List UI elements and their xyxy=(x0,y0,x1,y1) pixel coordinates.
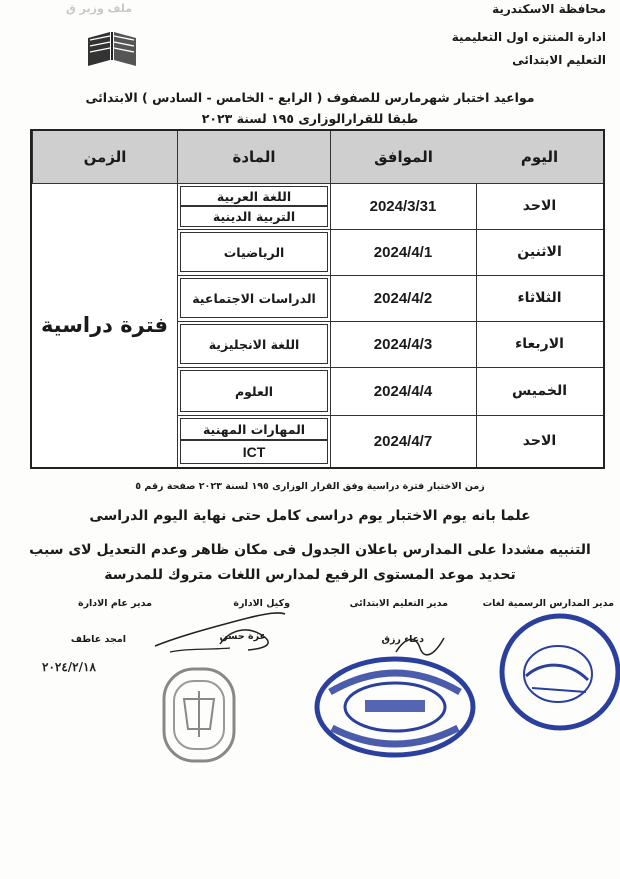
subject-box: ICT xyxy=(180,440,328,464)
book-logo-icon xyxy=(84,26,140,70)
date-cell: 2024/3/31 xyxy=(369,197,437,215)
signature-name: امجد عاطف xyxy=(70,634,126,645)
header-date: الموافق xyxy=(330,131,476,183)
language-schools-note: تحديد موعد المستوى الرفيع لمدارس اللغات متروك للمدرسة xyxy=(104,567,516,583)
exam-duration-note: زمن الاختبار فترة دراسية وفق القرار الوزارى ١٩٥ لسنة ٢٠٢٣ صفحة رقم ٥ xyxy=(135,481,485,492)
date-cell: 2024/4/7 xyxy=(373,432,433,450)
handwritten-date: ٢٠٢٤/٢/١٨ xyxy=(42,660,96,674)
date-cell: 2024/4/2 xyxy=(373,289,433,307)
signature-title: مدير عام الادارة xyxy=(77,598,152,609)
schedule-title: مواعيد اختبار شهرمارس للصفوف ( الرابع - الخامس - السادس ) الابتدائى xyxy=(85,90,535,105)
subject-box: العلوم xyxy=(180,370,328,412)
subject-box: اللغة الانجليزية xyxy=(180,324,328,364)
handwritten-signature-image xyxy=(150,608,290,658)
governorate-label: محافظة الاسكندرية xyxy=(492,2,606,16)
faded-watermark-text: ملف وزير ق xyxy=(66,2,133,15)
day-cell: الخميس xyxy=(511,383,568,399)
subject-box: المهارات المهنية xyxy=(180,418,328,440)
schedule-subtitle: طبقا للقرارالوزارى ١٩٥ لسنة ٢٠٢٣ xyxy=(201,111,419,126)
department-label: التعليم الابتدائى xyxy=(512,53,606,67)
subject-box: اللغة العربية xyxy=(180,186,328,206)
subject-box: الرياضيات xyxy=(180,232,328,272)
signature-title: مدير التعليم الابتدائى xyxy=(349,598,448,609)
column-divider xyxy=(177,183,178,467)
day-cell: الاثنين xyxy=(517,244,562,260)
day-cell: الاربعاء xyxy=(515,336,564,352)
header-day: اليوم xyxy=(476,131,603,183)
signature-name: دعاء رزق xyxy=(381,634,424,645)
date-cell: 2024/4/1 xyxy=(373,243,433,261)
signature-title: مدير المدارس الرسمية لغات xyxy=(482,598,614,609)
administration-label: ادارة المنتزه اول التعليمية xyxy=(451,30,606,44)
day-cell: الاحد xyxy=(522,433,557,449)
date-cell: 2024/4/4 xyxy=(373,382,433,400)
header-subject: المادة xyxy=(177,131,330,183)
school-stamp xyxy=(496,610,620,735)
period-cell: فترة دراسية xyxy=(40,313,169,337)
date-cell: 2024/4/3 xyxy=(373,335,433,353)
announcement-note: التنبيه مشددا على المدارس باعلان الجدول فى مكان ظاهر وعدم التعديل لاى سبب xyxy=(29,542,591,558)
signature-title: وكيل الادارة xyxy=(233,598,290,609)
day-cell: الاحد xyxy=(522,198,557,214)
round-official-stamp xyxy=(310,652,480,762)
subject-box: الدراسات الاجتماعية xyxy=(180,278,328,318)
eagle-seal xyxy=(160,665,238,765)
signature-name: عزة حسن xyxy=(219,631,266,642)
full-school-day-note: علما بانه يوم الاختبار يوم دراسى كامل حتى نهاية اليوم الدراسى xyxy=(89,508,531,524)
header-time: الزمن xyxy=(32,131,177,183)
subject-box: التربية الدينية xyxy=(180,206,328,227)
day-cell: الثلاثاء xyxy=(517,290,562,306)
exam-schedule-table xyxy=(30,129,605,469)
